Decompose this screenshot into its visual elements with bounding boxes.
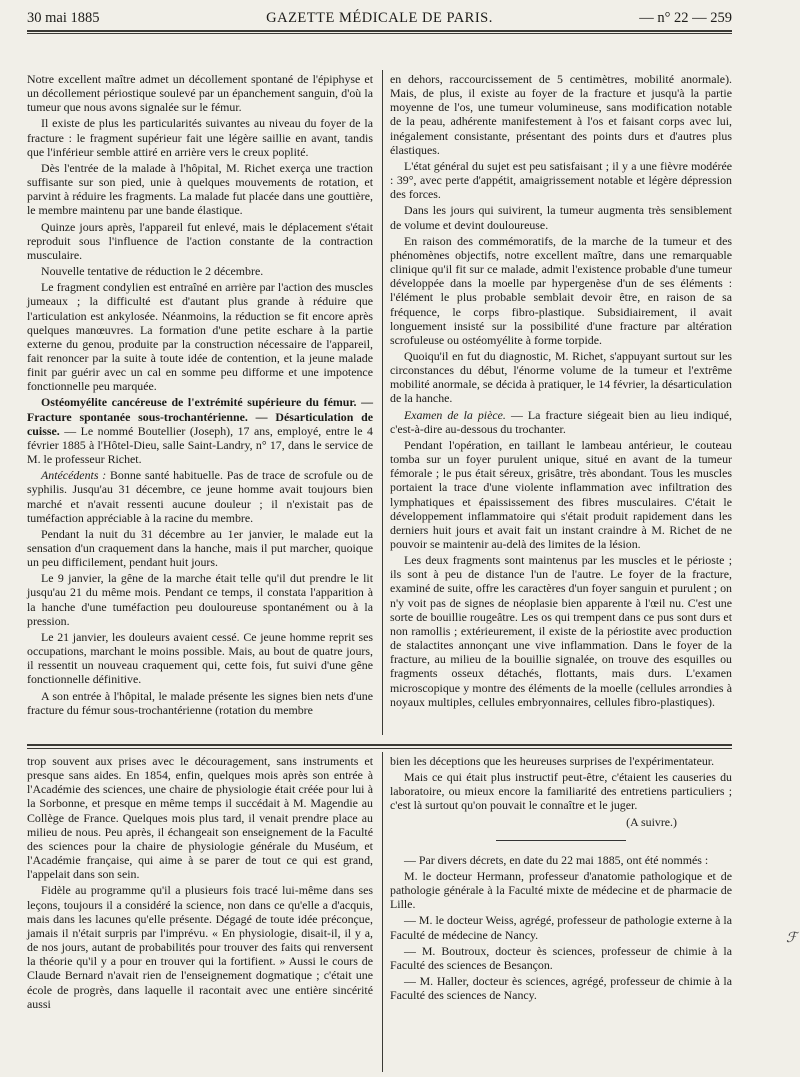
paragraph: Quoiqu'il en fut du diagnostic, M. Richet, s'appuyant surtout sur les circonstances du début, l'énorme volume de la tumeur et l'extrême mobilité anormale, se décida à pratiquer, le 14 février, la désarticulation de la hanche. xyxy=(390,348,732,406)
journal-title: GAZETTE MÉDICALE DE PARIS. xyxy=(266,10,493,26)
paragraph: A son entrée à l'hôpital, le malade présente les signes bien nets d'une fracture du fémur sous-trochantérienne (rotation du membre xyxy=(27,688,373,717)
paragraph: Il existe de plus les particularités suivantes au niveau du foyer de la fracture : le fragment supérieur fait une légère saillie en avant, tandis que l'inférieur semble attiré en arrière vers le creux poplité. xyxy=(27,116,373,159)
paragraph: Le 9 janvier, la gêne de la marche était telle qu'il dut prendre le lit jusqu'au 21 du même mois. Pendant ce temps, il constata l'apparition à la hanche d'une tuméfaction peu douloureuse spontanément ou à la pression. xyxy=(27,571,373,628)
upper-left-column xyxy=(27,72,373,719)
case-title xyxy=(27,395,373,466)
upper-right-column xyxy=(390,72,732,711)
exam-paragraph xyxy=(390,408,732,436)
issue-number-page: — n° 22 — 259 xyxy=(639,10,732,26)
paragraph: Le 21 janvier, les douleurs avaient cessé. Ce jeune homme reprit ses occupations, marchant le moins possible. Mais, au bout de quatre jours, il ressentit un nouveau craquement qui, cette fois, fut suivi d'une gêne fonctionnelle définitive. xyxy=(27,629,373,687)
column-divider-upper xyxy=(382,70,383,735)
paragraph: L'état général du sujet est peu satisfaisant ; il y a une fièvre modérée : 39°, avec perte d'appétit, amaigrissement notable et légère dépression des forces. xyxy=(390,158,732,202)
paragraph: bien les déceptions que les heureuses surprises de l'expérimentateur. xyxy=(390,754,715,768)
paragraph: Notre excellent maître admet un décollement spontané de l'épiphyse et un décollement périostique soulevé par un épanchement sanguin, d'où la tumeur que nous avons signalée sur le fémur. xyxy=(27,72,373,115)
section-heading: Ostéomyélite cancéreuse de l'extrémité supérieure du fémur. — Fracture spontanée sous-trochantérienne. — Désarticulation de cuisse. xyxy=(27,395,373,438)
paragraph: en dehors, raccourcissement de 5 centimètres, mobilité anormale). Mais, de plus, il existe au foyer de la fracture et jusqu'à la partie moyenne de l'os, une tumeur volumineuse, sans modification notable de la peau, adhérente manifestement à l'os et faisant corps avec lui, inégalement consistante, présentant des points durs et d'autres plus élastiques. xyxy=(390,72,732,157)
paragraph: Le fragment condylien est entraîné en arrière par l'action des muscles jumeaux ; la difficulté est d'autant plus grande à réduire que l'articulation est ankylosée. Néanmoins, la réduction se fit encore après quelques manœuvres. La formation d'une petite eschare à la partie externe du genou, produite par la construction nécessaire de l'appareil, fait renoncer par la suite à toute idée de contention, et la jeune malade finit par guérir avec un cal en somme peu difforme et une impotence fonctionnelle peu marquée. xyxy=(27,280,373,394)
issue-date: 30 mai 1885 xyxy=(27,10,100,26)
paragraph: trop souvent aux prises avec le découragement, sans instruments et presque sans aides. En 1854, enfin, quelques mois après son entrée à l'Académie des sciences, une chaire de physiologie était créée pour lui à la Sorbonne, et presque en même temps il succédait à M. Magendie au Collège de France. Quelques mois plus tard, il venait prendre place au milieu de nous. Peu après, il échangeait son enseignement de la Faculté des sciences pour la chaire de physiologie générale du Muséum, et l'Académie française, qui aime à se parer de tout ce qui est grand, l'appelait dans son sein. xyxy=(27,754,373,882)
section-divider xyxy=(27,744,732,746)
paragraph: Pendant l'opération, en taillant le lambeau antérieur, le couteau tomba sur un foyer purulent unique, situé en avant de la tumeur fémorale ; le pus était séreux, grisâtre, très abondant. Tous les muscles portaient la trace d'une violente inflammation avec infiltration des lymphatiques et épaississement des fibres musculaires. C'était le développement inflammatoire qui s'était produit rapidement dans les derniers huit jours et avait fait un instant craindre à M. Richet de ne pouvoir se maintenir au-delà des limites de la lésion. xyxy=(390,437,732,551)
antecedents-text: Bonne santé habituelle. Pas de trace de scrofule ou de syphilis. Jusqu'au 31 décembre, ce jeune homme avait toujours bien marché et n'avait ressenti aucune douleur ; il n'existait pas de tuméfaction appréciable à la racine du membre. xyxy=(27,468,373,525)
paragraph: Dans les jours qui suivirent, la tumeur augmenta très sensiblement de volume et devint douloureuse. xyxy=(390,203,732,232)
decree-item: — M. Boutroux, docteur ès sciences, professeur de chimie à la Faculté des sciences de Besançon. xyxy=(390,943,732,972)
section-divider-thin xyxy=(27,748,732,749)
paragraph: Mais ce qui était plus instructif peut-être, c'étaient les causeries du laboratoire, ou mieux encore la familiarité des entretiens particuliers ; c'est là surtout qu'on pouvait le connaître et le juger. xyxy=(390,770,732,813)
decree-item: — M. Haller, docteur ès sciences, agrégé, professeur de chimie à la Faculté des sciences de Nancy. xyxy=(390,974,732,1003)
margin-mark: ℱ xyxy=(786,931,798,946)
header-rule-thin xyxy=(27,33,732,34)
news-separator xyxy=(496,840,626,841)
header-rule xyxy=(27,30,732,32)
decrees-intro: — Par divers décrets, en date du 22 mai 1885, ont été nommés : xyxy=(404,852,709,867)
paragraph: Les deux fragments sont maintenus par les muscles et le périoste ; ils sont à peu de distance l'un de l'autre. Le foyer de la fracture, examiné de suite, offre les caractères d'un foyer sanguin et purulent ; on n'y voit pas de signes de néoplasie bien apparente à l'œil nu. C'est une sorte de bouillie rougeâtre. Les os qui trempent dans ce pus sont durs et non ramollis ; extérieurement, il existe de la périostite avec production de stalactites annonçant une vive inflammation. Dans le foyer de la fracture, au milieu de la bouillie signalée, on trouve des esquilles ou fragments osseux détachés, flottants, mais durs. L'examen microscopique y montre des éléments de la moelle (cellules arrondies à noyaux multiples, cellules embryonnaires, cellules fibro-plastiques). xyxy=(390,553,732,709)
antecedents-label: Antécédents : xyxy=(41,468,107,483)
paragraph: Quinze jours après, l'appareil fut enlevé, mais le déplacement s'était reproduit sous l'influence de l'action constante de la contraction musculaire. xyxy=(27,219,373,262)
case-intro: — Le nommé Boutellier (Joseph), 17 ans, employé, entre le 4 février 1885 à l'Hôtel-Dieu, salle Saint-Landry, n° 17, dans le service de M. le professeur Richet. xyxy=(27,423,373,467)
paragraph: Nouvelle tentative de réduction le 2 décembre. xyxy=(41,264,264,279)
exam-text: — La fracture siégeait bien au lieu indiqué, c'est-à-dire au-dessous du trochanter. xyxy=(390,407,732,436)
decree-item: — M. le docteur Weiss, agrégé, professeur de pathologie externe à la Faculté de médecine de Nancy. xyxy=(390,913,732,942)
paragraph: Dès l'entrée de la malade à l'hôpital, M. Richet exerça une traction suffisante sur son pied, unie à quelques mouvements de rotation, et parvint à réduire les fragments. La malade fut placée dans une gouttière, le membre maintenu par une bande élastique. xyxy=(27,160,373,218)
paragraph: Pendant la nuit du 31 décembre au 1er janvier, le malade eut la sensation d'un craquement dans la hanche, mais il put marcher, quoique un peu difficilement, pendant huit jours. xyxy=(27,526,373,570)
column-divider-lower xyxy=(382,752,383,1072)
exam-label: Examen de la pièce. xyxy=(404,407,506,422)
a-suivre: (A suivre.) xyxy=(626,814,677,829)
antecedents xyxy=(27,468,373,525)
lower-left-column xyxy=(27,754,373,1013)
paragraph: En raison des commémoratifs, de la marche de la tumeur et des phénomènes objectifs, notre excellent maître, dans une remarquable clinique qu'il fit sur ce malade, admit l'existence probable d'une tumeur développée dans la moelle par hypergenèse d'un de ses éléments : l'élément le plus probable semblait devoir être, en raison de sa fréquence, le corps fibro-plastique. Subsidiairement, il avait longuement insisté sur la possibilité d'une fracture par altération scrofuleuse ou ostéomyélite à forme torpide. xyxy=(390,233,732,347)
paragraph: Fidèle au programme qu'il a plusieurs fois tracé lui-même dans ses leçons, toujours il a considéré la science, non dans ce qu'elle a d'acquis, mais dans les lacunes qu'elle présente. Dégagé de toute idée préconçue, jamais il n'était surpris par l'imprévu. « En physiologie, disait-il, il y a, de nos jours, autant de probabilités pour trouver des faits qui renversent la théorie qu'il y a pour en trouver qui la fortifient. » Aussi le cours de Claude Bernard n'avait rien de l'enseignement dogmatique ; c'était une école de progrès, dans laquelle il racontait avec une entière sincérité aussi xyxy=(27,883,373,1011)
decree-item: M. le docteur Hermann, professeur d'anatomie pathologique et de pathologie générale à la Faculté mixte de médecine et de pharmacie de Lille. xyxy=(390,868,732,912)
lower-right-column xyxy=(390,754,732,1004)
page-header xyxy=(27,6,732,30)
